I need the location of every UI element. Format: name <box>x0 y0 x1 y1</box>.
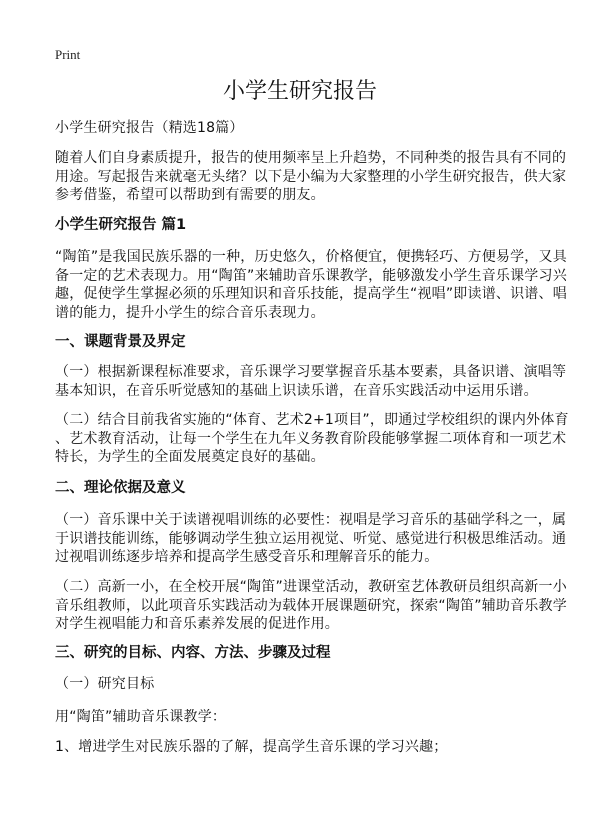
text-line: 基本知识，在音乐听觉感知的基础上识读乐谱，在音乐实践活动中运用乐谱。 <box>55 382 538 399</box>
text-line: （一）音乐课中关于读谱视唱训练的必要性：视唱是学习音乐的基础学科之一，属 <box>55 512 567 528</box>
heading-background: 一、课题背景及界定 <box>55 334 186 350</box>
page-title: 小学生研究报告 <box>222 79 377 104</box>
text-line: 过视唱训练逐步培养和提高学生感受音乐和理解音乐的能力。 <box>55 549 439 565</box>
section-title: 小学生研究报告 篇1 <box>55 217 187 233</box>
text-line: 1、增进学生对民族乐器的了解，提高学生音乐课的学习兴趣； <box>55 739 448 755</box>
text-line: （二）结合目前我省实施的“体育、艺术2+1项目”，即通过学校组织的课内外体育 <box>55 412 569 428</box>
intro-paragraph <box>55 149 575 205</box>
text-line: 音乐组教师，以此项音乐实践活动为载体开展课题研究，探索“陶笛”辅助音乐教学 <box>55 597 567 614</box>
heading-theory: 二、理论依据及意义 <box>55 480 186 496</box>
text-line: 用“陶笛”辅助音乐课教学： <box>55 709 227 725</box>
print-link[interactable]: Print <box>55 47 81 62</box>
text-line: 对学生视唱能力和音乐素养发展的促进作用。 <box>55 616 339 632</box>
paragraph <box>55 708 575 727</box>
paragraph <box>55 411 575 467</box>
text-line: 用途。写起报告来就毫无头绪？以下是小编为大家整理的小学生研究报告，供大家 <box>55 168 567 185</box>
text-line: 于识谱技能训练，能够调动学生独立运用视觉、听觉、感觉进行积极思维活动。通 <box>55 530 567 547</box>
text-line: 、艺术教育活动，让每一个学生在九年义务教育阶段能够掌握二项体育和一项艺术 <box>55 430 567 447</box>
paragraph <box>55 675 575 694</box>
paragraph <box>55 738 575 757</box>
text-line: 随着人们自身素质提升，报告的使用频率呈上升趋势，不同种类的报告具有不同的 <box>55 150 567 166</box>
text-line: （二）高新一小，在全校开展“陶笛”进课堂活动，教研室艺体教研员组织高新一小 <box>55 579 567 595</box>
text-line: 参考借鉴，希望可以帮助到有需要的朋友。 <box>55 187 325 203</box>
text-line: 备一定的艺术表现力。用“陶笛”来辅助音乐课教学，能够激发小学生音乐课学习兴 <box>55 267 567 284</box>
text-line: “陶笛”是我国民族乐器的一种，历史悠久，价格便宜，便携轻巧、方便易学，又具 <box>55 249 567 265</box>
subtitle: 小学生研究报告（精选18篇） <box>55 120 244 136</box>
text-line: （一）根据新课程标准要求，音乐课学习要掌握音乐基本要素，具备识谱、演唱等 <box>55 364 567 380</box>
text-line: 趣，促使学生掌握必须的乐理知识和音乐技能，提高学生“视唱”即读谱、识谱、唱 <box>55 286 567 302</box>
paragraph <box>55 248 575 322</box>
paragraph <box>55 578 575 634</box>
paragraph <box>55 363 575 400</box>
text-line: （一）研究目标 <box>55 676 155 692</box>
text-line: 特长，为学生的全面发展奠定良好的基础。 <box>55 449 325 465</box>
paragraph <box>55 511 575 567</box>
heading-goals: 三、研究的目标、内容、方法、步骤及过程 <box>55 645 331 661</box>
text-line: 谱的能力，提升小学生的综合音乐表现力。 <box>55 304 325 321</box>
